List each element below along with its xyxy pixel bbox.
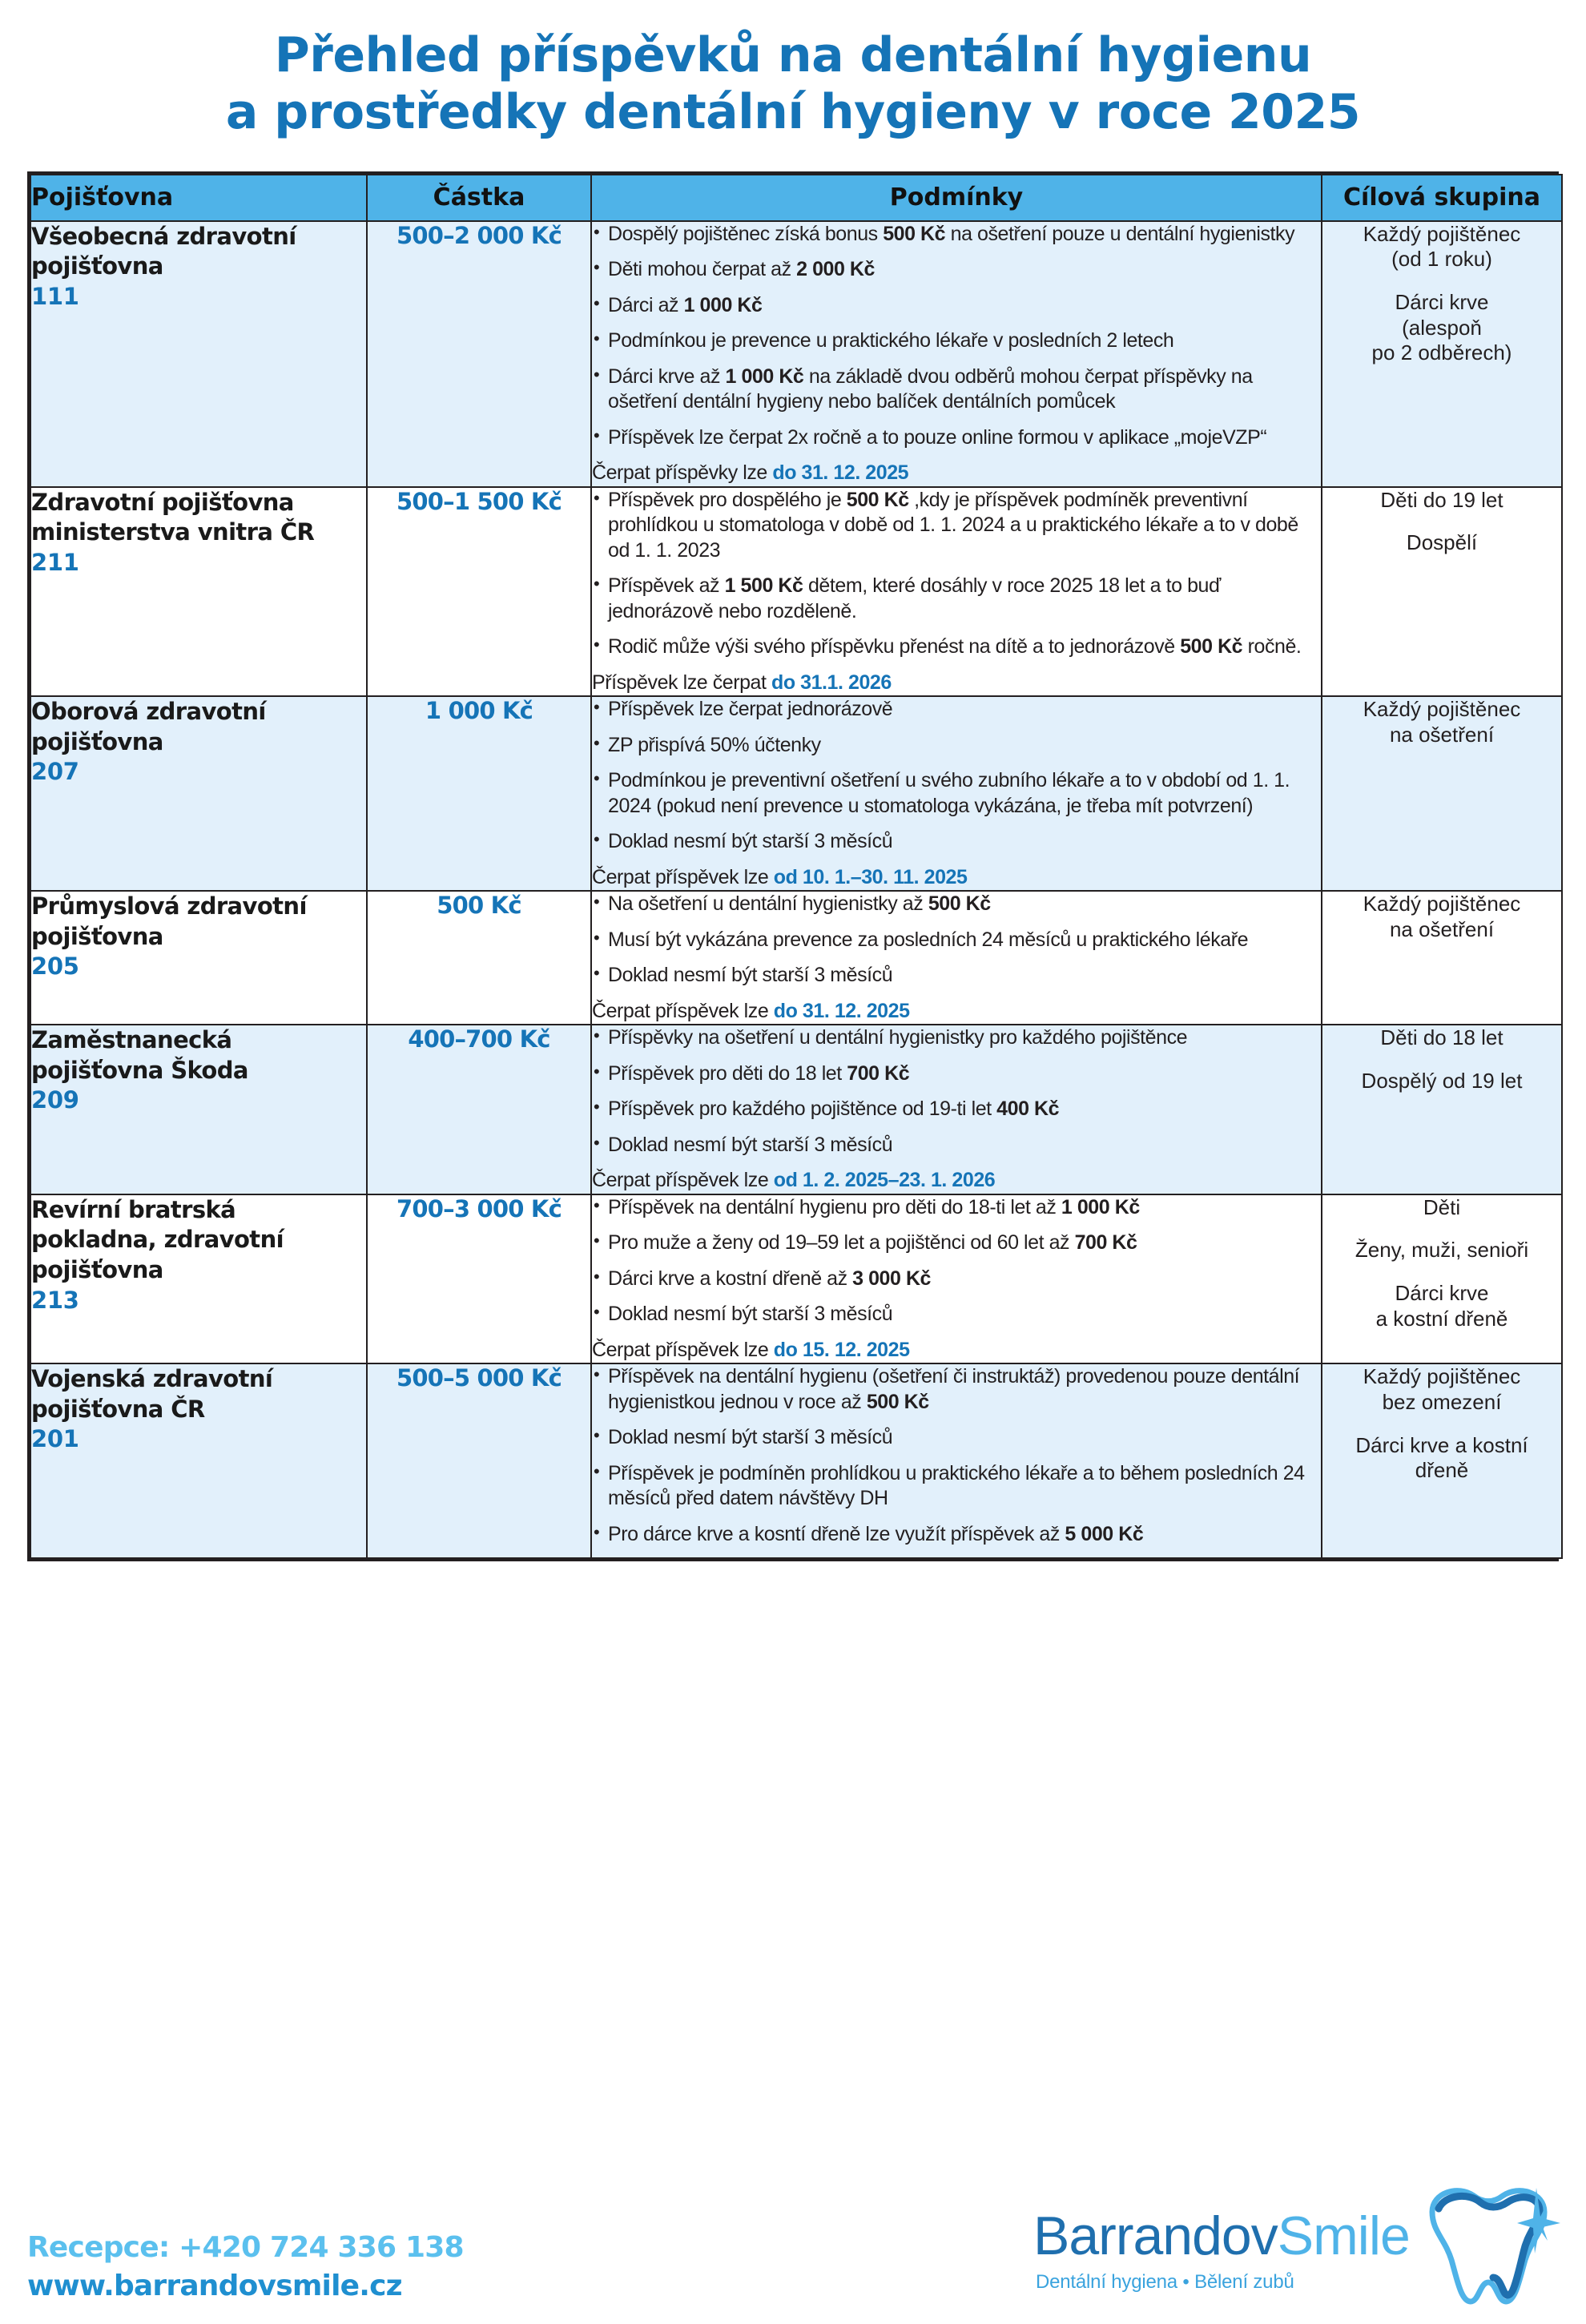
insurer-name: Oborová zdravotní pojišťovna xyxy=(31,698,266,755)
table-row xyxy=(30,1194,1562,1364)
website-url[interactable]: www.barrandovsmile.cz xyxy=(27,2270,402,2303)
cell-target-group xyxy=(1322,1363,1562,1558)
condition-deadline xyxy=(592,1338,1321,1363)
condition-item: • Doklad nesmí být starší 3 měsíců xyxy=(592,963,1321,989)
target-group-line: Dárci krve a kostní dřeně xyxy=(1355,1432,1528,1483)
condition-list xyxy=(592,1195,1321,1327)
cell-insurer xyxy=(30,221,367,487)
condition-list xyxy=(592,892,1321,989)
insurer-name: Zdravotní pojišťovna ministerstva vnitra ČR xyxy=(31,488,315,546)
amount-value: 700–3 000 Kč xyxy=(396,1194,562,1222)
cell-target-group xyxy=(1322,891,1562,1025)
condition-list xyxy=(592,488,1321,660)
deadline-date: od 10. 1.–30. 11. 2025 xyxy=(773,865,968,888)
cell-conditions xyxy=(591,696,1322,891)
deadline-date: do 15. 12. 2025 xyxy=(773,1338,910,1361)
column-header-group: Cílová skupina xyxy=(1322,175,1562,221)
table-head xyxy=(30,175,1562,221)
target-group-line: Každý pojištěnec na ošetření xyxy=(1363,697,1521,747)
target-group-line: Děti do 19 let xyxy=(1380,487,1503,512)
cell-target-group xyxy=(1322,487,1562,697)
page-title xyxy=(0,0,1586,141)
amount-value: 500–2 000 Kč xyxy=(396,221,562,249)
condition-item: • Pro muže a ženy od 19–59 let a pojištěnci od 60 let až 700 Kč xyxy=(592,1230,1321,1256)
condition-item: • Příspěvky na ošetření u dentální hygienistky pro každého pojištěnce xyxy=(592,1025,1321,1051)
cell-amount xyxy=(367,1025,591,1194)
target-group-line: Každý pojištěnec (od 1 roku) xyxy=(1363,221,1521,272)
logo-wordmark-part2: Smile xyxy=(1277,2205,1410,2266)
column-header-amount: Částka xyxy=(367,175,591,221)
cell-amount xyxy=(367,891,591,1025)
table-row xyxy=(30,487,1562,697)
condition-item: • Příspěvek pro každého pojištěnce od 19-ti let 400 Kč xyxy=(592,1097,1321,1122)
condition-deadline xyxy=(592,999,1321,1025)
deadline-prefix: Čerpat příspěvek lze xyxy=(592,1338,774,1361)
cell-insurer xyxy=(30,696,367,891)
condition-item: • Dárci až 1 000 Kč xyxy=(592,293,1321,319)
logo-wordmark xyxy=(1033,2205,1410,2266)
deadline-prefix: Čerpat příspěvek lze xyxy=(592,865,774,888)
condition-deadline xyxy=(592,1168,1321,1194)
cell-insurer xyxy=(30,1363,367,1558)
target-group-line: Dárci krve (alespoň po 2 odběrech) xyxy=(1371,290,1512,365)
cell-amount xyxy=(367,487,591,697)
cell-target-group xyxy=(1322,221,1562,487)
column-header-conditions: Podmínky xyxy=(591,175,1322,221)
amount-value: 500–1 500 Kč xyxy=(396,487,562,515)
page-title-line-1: Přehled příspěvků na dentální hygienu xyxy=(274,27,1312,83)
insurer-code: 111 xyxy=(31,282,79,310)
condition-item: • Doklad nesmí být starší 3 měsíců xyxy=(592,1133,1321,1158)
cell-target-group xyxy=(1322,1025,1562,1194)
target-group-line: Každý pojištěnec na ošetření xyxy=(1363,892,1521,941)
condition-item: • Příspěvek je podmíněn prohlídkou u praktického lékaře a to během posledních 24 měsíců před datem návštěvy DH xyxy=(592,1461,1321,1512)
insurer-code: 205 xyxy=(31,953,79,981)
cell-conditions xyxy=(591,1025,1322,1194)
contributions-table xyxy=(30,174,1563,1560)
condition-item: • Děti mohou čerpat až 2 000 Kč xyxy=(592,257,1321,283)
cell-conditions xyxy=(591,1363,1322,1558)
condition-item: • Příspěvek pro děti do 18 let 700 Kč xyxy=(592,1061,1321,1087)
contributions-table-wrapper xyxy=(27,171,1559,1562)
cell-insurer xyxy=(30,891,367,1025)
target-group-line: Dárci krve a kostní dřeně xyxy=(1375,1281,1508,1331)
cell-conditions xyxy=(591,221,1322,487)
condition-item: • Musí být vykázána prevence za posledních 24 měsíců u praktického lékaře xyxy=(592,928,1321,953)
condition-item: • Příspěvek pro dospělého je 500 Kč ,kdy je příspěvek podmíněk preventivní prohlídkou u stomatologa v době od 1. 1. 2024 a u praktického lékaře a to v době od 1. 1. 2023 xyxy=(592,488,1321,564)
condition-item: • Dárci krve až 1 000 Kč na základě dvou odběrů mohou čerpat příspěvky na ošetření dentální hygieny nebo balíček dentálních pomůcek xyxy=(592,365,1321,415)
deadline-prefix: Čerpat příspěvky lze xyxy=(592,461,773,485)
condition-item: • Pro dárce krve a kosntí dřeně lze využít příspěvek až 5 000 Kč xyxy=(592,1522,1321,1548)
target-group-line: Každý pojištěnec bez omezení xyxy=(1363,1364,1521,1414)
deadline-prefix: Čerpat příspěvek lze xyxy=(592,1169,774,1192)
cell-amount xyxy=(367,221,591,487)
condition-deadline xyxy=(592,461,1321,486)
amount-value: 500 Kč xyxy=(437,892,521,920)
amount-value: 500–5 000 Kč xyxy=(396,1364,562,1392)
cell-amount xyxy=(367,696,591,891)
cell-target-group xyxy=(1322,1194,1562,1364)
insurer-code: 201 xyxy=(31,1425,79,1453)
condition-list xyxy=(592,697,1321,855)
reception-phone[interactable]: Recepce: +420 724 336 138 xyxy=(27,2230,464,2264)
insurer-name: Zaměstnanecká pojišťovna Škoda xyxy=(31,1026,248,1084)
condition-item: • Rodič může výši svého příspěvku přenést na dítě a to jednorázově 500 Kč ročně. xyxy=(592,634,1321,660)
cell-conditions xyxy=(591,487,1322,697)
deadline-date: do 31. 12. 2025 xyxy=(773,999,910,1022)
table-row xyxy=(30,891,1562,1025)
table-row xyxy=(30,221,1562,487)
condition-item: • Doklad nesmí být starší 3 měsíců xyxy=(592,1425,1321,1451)
condition-item: • Doklad nesmí být starší 3 měsíců xyxy=(592,829,1321,855)
table-row xyxy=(30,1363,1562,1558)
condition-item: • Příspěvek lze čerpat jednorázově xyxy=(592,697,1321,723)
condition-item: • Dárci krve a kostní dřeně až 3 000 Kč xyxy=(592,1267,1321,1292)
table-row xyxy=(30,1025,1562,1194)
cell-conditions xyxy=(591,891,1322,1025)
target-group-line: Děti xyxy=(1423,1194,1461,1219)
contact-block xyxy=(27,2229,464,2306)
insurer-name: Průmyslová zdravotní pojišťovna xyxy=(31,892,307,950)
insurer-code: 207 xyxy=(31,758,79,786)
target-group-line: Děti do 18 let xyxy=(1380,1025,1503,1050)
deadline-date: od 1. 2. 2025–23. 1. 2026 xyxy=(773,1169,996,1192)
column-header-insurer: Pojišťovna xyxy=(30,175,367,221)
table-row xyxy=(30,696,1562,891)
insurer-code: 211 xyxy=(31,548,79,576)
condition-deadline xyxy=(592,865,1321,891)
cell-amount xyxy=(367,1363,591,1558)
condition-item: • Doklad nesmí být starší 3 měsíců xyxy=(592,1302,1321,1327)
condition-list xyxy=(592,1364,1321,1547)
condition-item: • Příspěvek na dentální hygienu pro děti do 18-ti let až 1 000 Kč xyxy=(592,1195,1321,1221)
target-group-line: Dospělý od 19 let xyxy=(1361,1068,1523,1093)
condition-item: • ZP přispívá 50% účtenky xyxy=(592,733,1321,759)
condition-item: • Příspěvek na dentální hygienu (ošetření či instruktáž) provedenou pouze dentální hygienistkou jednou v roce až 500 Kč xyxy=(592,1364,1321,1415)
deadline-prefix: Čerpat příspěvek lze xyxy=(592,999,774,1022)
insurer-name: Vojenská zdravotní pojišťovna ČR xyxy=(31,1365,273,1423)
insurer-name: Revírní bratrská pokladna, zdravotní pojišťovna xyxy=(31,1195,284,1283)
condition-item: • Dospělý pojištěnec získá bonus 500 Kč na ošetření pouze u dentální hygienistky xyxy=(592,222,1321,248)
amount-value: 400–700 Kč xyxy=(408,1025,550,1053)
tooth-sparkle-icon xyxy=(1410,2181,1562,2310)
cell-insurer xyxy=(30,1194,367,1364)
insurer-code: 213 xyxy=(31,1286,79,1314)
cell-amount xyxy=(367,1194,591,1364)
insurer-name: Všeobecná zdravotní pojišťovna xyxy=(31,222,296,280)
deadline-date: do 31.1. 2026 xyxy=(771,671,892,694)
target-group-line: Ženy, muži, senioři xyxy=(1355,1238,1529,1263)
condition-item: • Příspěvek až 1 500 Kč dětem, které dosáhly v roce 2025 18 let a to buď jednorázově nebo rozděleně. xyxy=(592,574,1321,624)
page-footer xyxy=(0,2172,1586,2324)
condition-item: • Na ošetření u dentální hygienistky až 500 Kč xyxy=(592,892,1321,917)
table-body xyxy=(30,221,1562,1559)
logo-tagline: Dentální hygiena • Bělení zubů xyxy=(1036,2271,1294,2293)
amount-value: 1 000 Kč xyxy=(425,697,533,725)
deadline-prefix: Příspěvek lze čerpat xyxy=(592,671,771,694)
condition-list xyxy=(592,1025,1321,1158)
cell-insurer xyxy=(30,1025,367,1194)
condition-item: • Příspěvek lze čerpat 2x ročně a to pouze online formou v aplikace „mojeVZP“ xyxy=(592,425,1321,451)
cell-insurer xyxy=(30,487,367,697)
condition-item: • Podmínkou je prevence u praktického lékaře v posledních 2 letech xyxy=(592,328,1321,354)
deadline-date: do 31. 12. 2025 xyxy=(772,461,909,485)
condition-list xyxy=(592,222,1321,451)
page-title-line-2: a prostředky dentální hygieny v roce 2025 xyxy=(225,83,1361,140)
condition-deadline xyxy=(592,671,1321,696)
condition-item: • Podmínkou je preventivní ošetření u svého zubního lékaře a to v období od 1. 1. 2024 (pokud není prevence u stomatologa vykázána, je třeba mít potvrzení) xyxy=(592,768,1321,819)
target-group-line: Dospělí xyxy=(1406,530,1478,555)
insurer-code: 209 xyxy=(31,1086,79,1114)
brand-logo xyxy=(1033,2181,1562,2310)
cell-target-group xyxy=(1322,696,1562,891)
logo-wordmark-part1: Barrandov xyxy=(1033,2205,1278,2266)
cell-conditions xyxy=(591,1194,1322,1364)
table-header-row xyxy=(30,175,1562,221)
